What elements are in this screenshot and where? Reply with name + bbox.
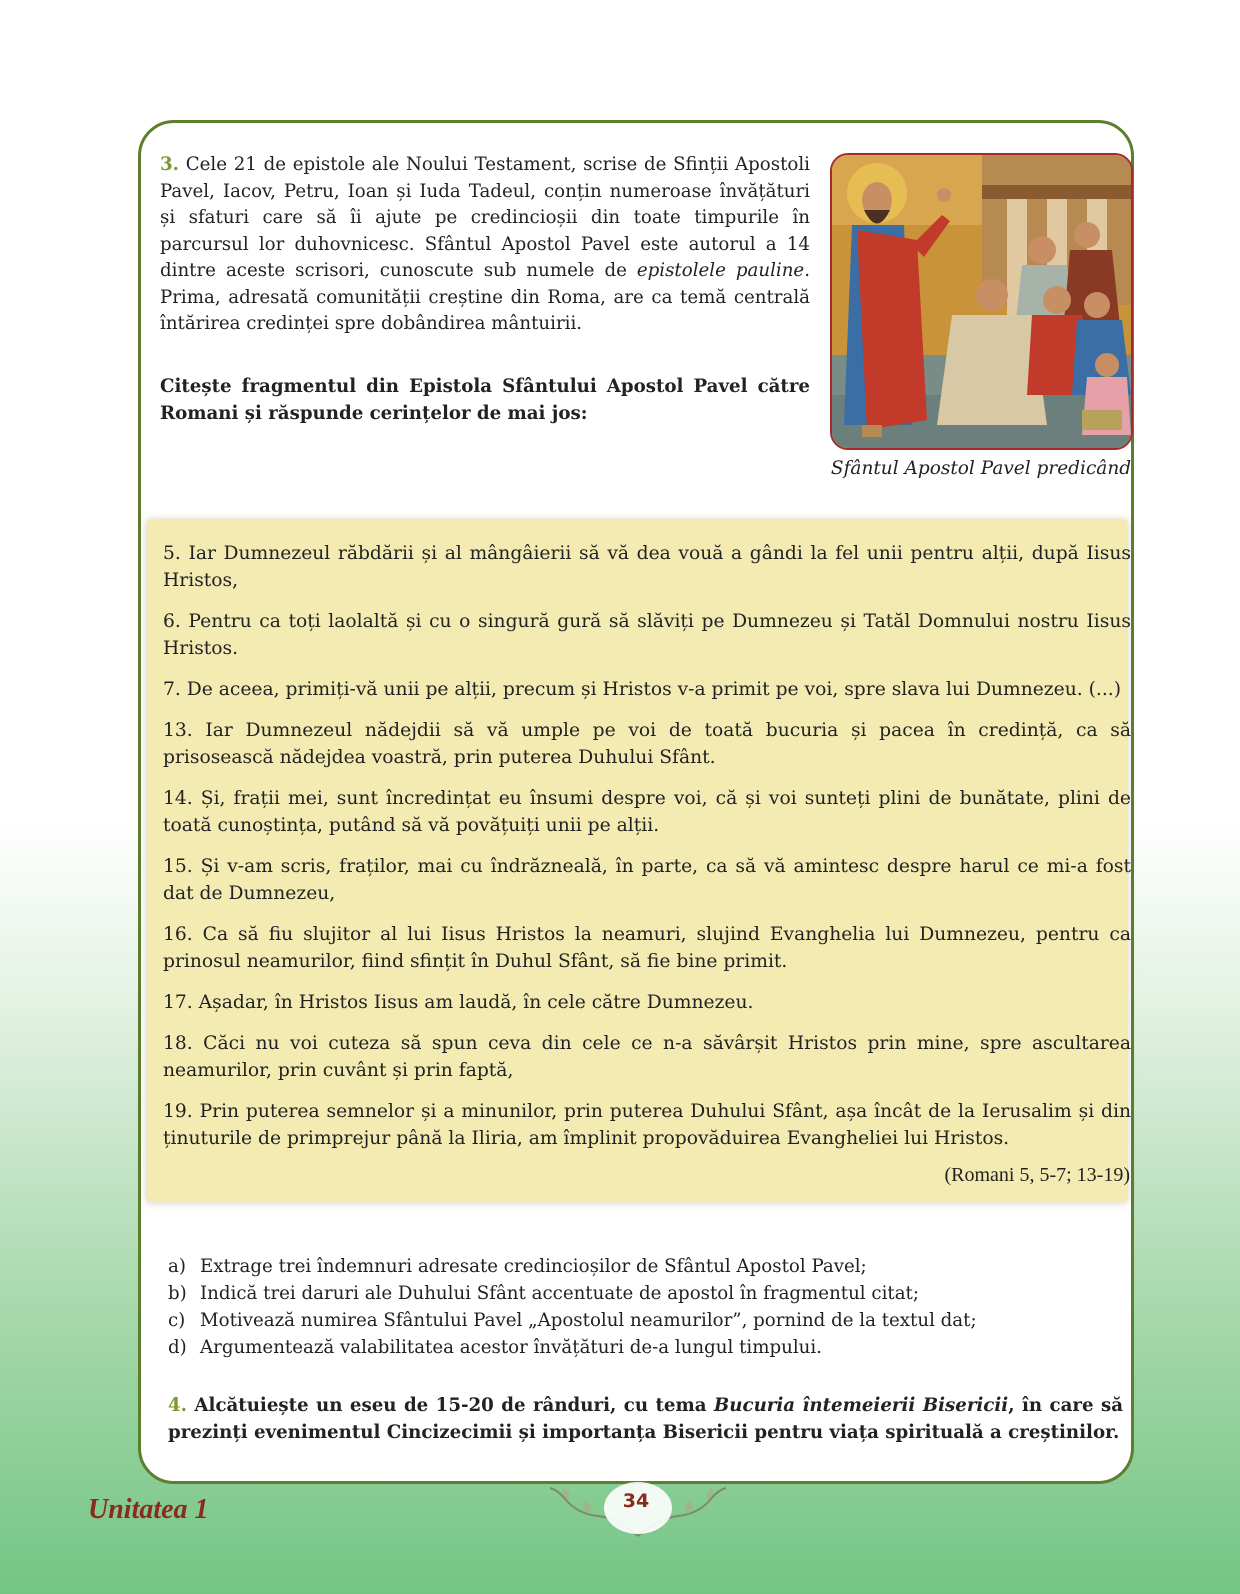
verse: 15. Și v-am scris, fraților, mai cu îndrăzneală, în parte, ca să vă amintesc despre harul ce mi-a fost dat de Dumnezeu, xyxy=(163,856,1131,904)
verse: 7. De aceea, primiți-vă unii pe alții, precum și Hristos v-a primit pe voi, spre slava lui Dumnezeu. (...) xyxy=(163,679,1122,700)
question-item xyxy=(168,1334,1118,1361)
icon-illustration xyxy=(832,155,1131,448)
exercise-number: 4. xyxy=(168,1395,187,1416)
exercise-number: 3. xyxy=(160,154,179,175)
question-list xyxy=(168,1253,1118,1361)
question-item xyxy=(168,1253,1118,1280)
question-text: Argumentează valabilitatea acestor învățături de-a lungul timpului. xyxy=(200,1337,822,1358)
question-item xyxy=(168,1307,1118,1334)
question-letter: b) xyxy=(168,1283,187,1304)
question-letter: d) xyxy=(168,1337,187,1358)
essay-task xyxy=(168,1392,1123,1446)
verse: 13. Iar Dumnezeul nădejdii să vă umple pe voi de toată bucuria și pacea în credință, ca să prisosească nădejdea voastră, prin puterea Duhului Sfânt. xyxy=(163,720,1131,768)
verse: 17. Așadar, în Hristos Iisus am laudă, în cele către Dumnezeu. xyxy=(163,992,754,1013)
verse: 6. Pentru ca toți laolaltă și cu o singură gură să slăviți pe Dumnezeu și Tatăl Domnului nostru Iisus Hristos. xyxy=(163,611,1131,659)
saint-paul-preaching-icon xyxy=(830,153,1133,450)
question-letter: c) xyxy=(168,1310,186,1331)
intro-text-1: Cele 21 de epistole ale Noului Testament, scrise de Sfinții Apostoli Pavel, Iacov, Petru, Ioan și Iuda Tadeul, conțin numeroase învățături și sfaturi care să îi ajute pe credincioșii din toate timpurile în parcursul lor duhovnicesc. Sfântul Apostol Pavel este autorul a 14 dintre aceste scrisori, cunoscute sub numele de xyxy=(160,154,810,281)
intro-paragraph xyxy=(160,152,810,338)
essay-italic: Bucuria întemeierii Bisericii xyxy=(713,1395,1009,1416)
question-text: Extrage trei îndemnuri adresate credincioșilor de Sfântul Apostol Pavel; xyxy=(200,1256,867,1277)
reading-instruction: Citește fragmentul din Epistola Sfântului Apostol Pavel către Romani și răspunde cerințelor de mai jos: xyxy=(160,376,810,424)
unit-label: Unitatea 1 xyxy=(88,1494,209,1525)
verse: 19. Prin puterea semnelor și a minunilor, prin puterea Duhului Sfânt, așa încât de la Ierusalim și din ținuturile de primprejur până la Iliria, am împlinit propovăduirea Evangheliei lui Hristos. xyxy=(163,1101,1131,1149)
intro-text-2: . Prima, adresată comunității creștine din Roma, are ca temă centrală întărirea credinței spre dobândirea mântuirii. xyxy=(160,260,810,334)
essay-text-2: , în care să prezinți evenimentul Cincizecimii și importanța Bisericii pentru viața spirituală a creștinilor. xyxy=(168,1395,1123,1443)
scripture-verses xyxy=(163,540,1131,1166)
intro-italic: epistolele pauline xyxy=(636,260,805,281)
page-number: 34 xyxy=(622,1490,650,1512)
verse: 18. Căci nu voi cuteza să spun ceva din cele ce n-a săvârșit Hristos prin mine, spre ascultarea neamurilor, prin cuvânt și prin faptă, xyxy=(163,1033,1131,1081)
scripture-reference: (Romani 5, 5-7; 13-19) xyxy=(944,1164,1130,1186)
image-caption: Sfântul Apostol Pavel predicând xyxy=(830,458,1132,479)
question-text: Indică trei daruri ale Duhului Sfânt accentuate de apostol în fragmentul citat; xyxy=(200,1283,919,1304)
question-text: Motivează numirea Sfântului Pavel „Apostolul neamurilor”, pornind de la textul dat; xyxy=(200,1310,977,1331)
verse: 14. Și, frații mei, sunt încredințat eu însumi despre voi, că și voi sunteți plini de bunătate, plini de toată cunoștința, putând să vă povățuiți unii pe alții. xyxy=(163,788,1131,836)
verse: 16. Ca să fiu slujitor al lui Iisus Hristos la neamuri, slujind Evanghelia lui Dumnezeu, pentru ca prinosul neamurilor, fiind sfințit în Duhul Sfânt, să fie bine primit. xyxy=(163,924,1131,972)
verse: 5. Iar Dumnezeul răbdării și al mângâierii să vă dea vouă a gândi la fel unii pentru alții, după Iisus Hristos, xyxy=(163,543,1131,591)
question-item xyxy=(168,1280,1118,1307)
essay-text-1: Alcătuiește un eseu de 15-20 de rânduri, cu tema xyxy=(187,1395,714,1416)
question-letter: a) xyxy=(168,1256,186,1277)
